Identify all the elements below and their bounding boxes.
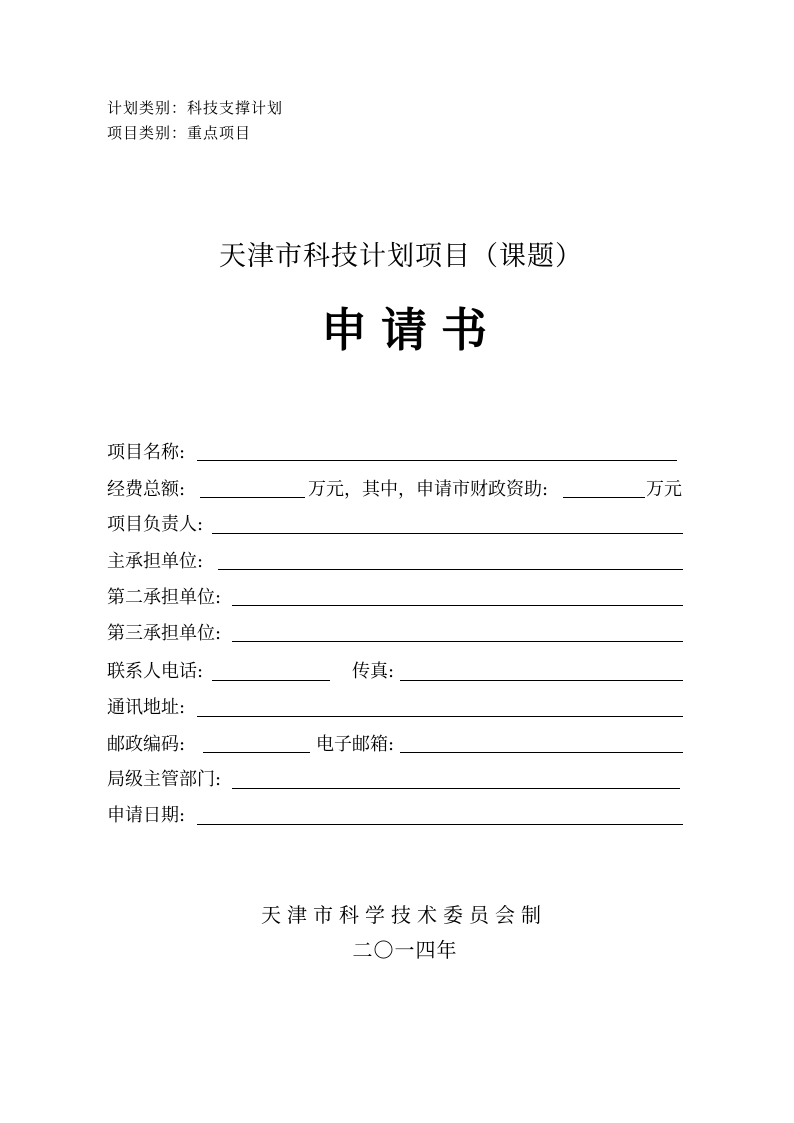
second-unit-blank — [232, 605, 683, 606]
main-unit-label: 主承担单位: — [107, 551, 204, 572]
dept-blank — [232, 788, 680, 789]
project-name-label: 项目名称: — [107, 442, 186, 463]
plan-type-line: 计划类别：科技支撑计划 — [107, 99, 284, 117]
address-label: 通讯地址: — [107, 697, 186, 718]
issuer-line: 天津市科学技术委员会制 — [261, 903, 547, 927]
third-unit-blank — [232, 641, 683, 642]
city-funding-blank — [563, 497, 645, 498]
postcode-label: 邮政编码: — [107, 734, 186, 755]
date-label: 申请日期: — [107, 805, 186, 826]
fax-label: 传真: — [352, 661, 395, 682]
email-blank — [400, 752, 683, 753]
contact-phone-label: 联系人电话: — [107, 661, 204, 682]
funding-label: 经费总额: — [107, 479, 186, 500]
contact-phone-blank — [212, 680, 330, 681]
project-name-blank — [197, 460, 677, 461]
document-title: 天津市科技计划项目（课题） — [219, 241, 583, 272]
postcode-blank — [203, 752, 310, 753]
year-line: 二〇一四年 — [352, 938, 458, 962]
document-subtitle: 申请书 — [321, 303, 501, 357]
fax-blank — [400, 680, 683, 681]
funding-mid-text: 万元，其中，申请市财政资助: — [308, 479, 549, 500]
project-type-line: 项目类别：重点项目 — [107, 124, 252, 142]
third-unit-label: 第三承担单位: — [107, 623, 222, 644]
second-unit-label: 第二承担单位: — [107, 587, 222, 608]
total-funding-blank — [200, 497, 305, 498]
dept-label: 局级主管部门: — [107, 769, 222, 790]
leader-label: 项目负责人: — [107, 514, 204, 535]
main-unit-blank — [218, 569, 683, 570]
date-blank — [197, 824, 683, 825]
email-label: 电子邮箱: — [316, 734, 395, 755]
address-blank — [197, 716, 683, 717]
funding-unit-text: 万元 — [646, 479, 682, 500]
leader-blank — [212, 533, 683, 534]
